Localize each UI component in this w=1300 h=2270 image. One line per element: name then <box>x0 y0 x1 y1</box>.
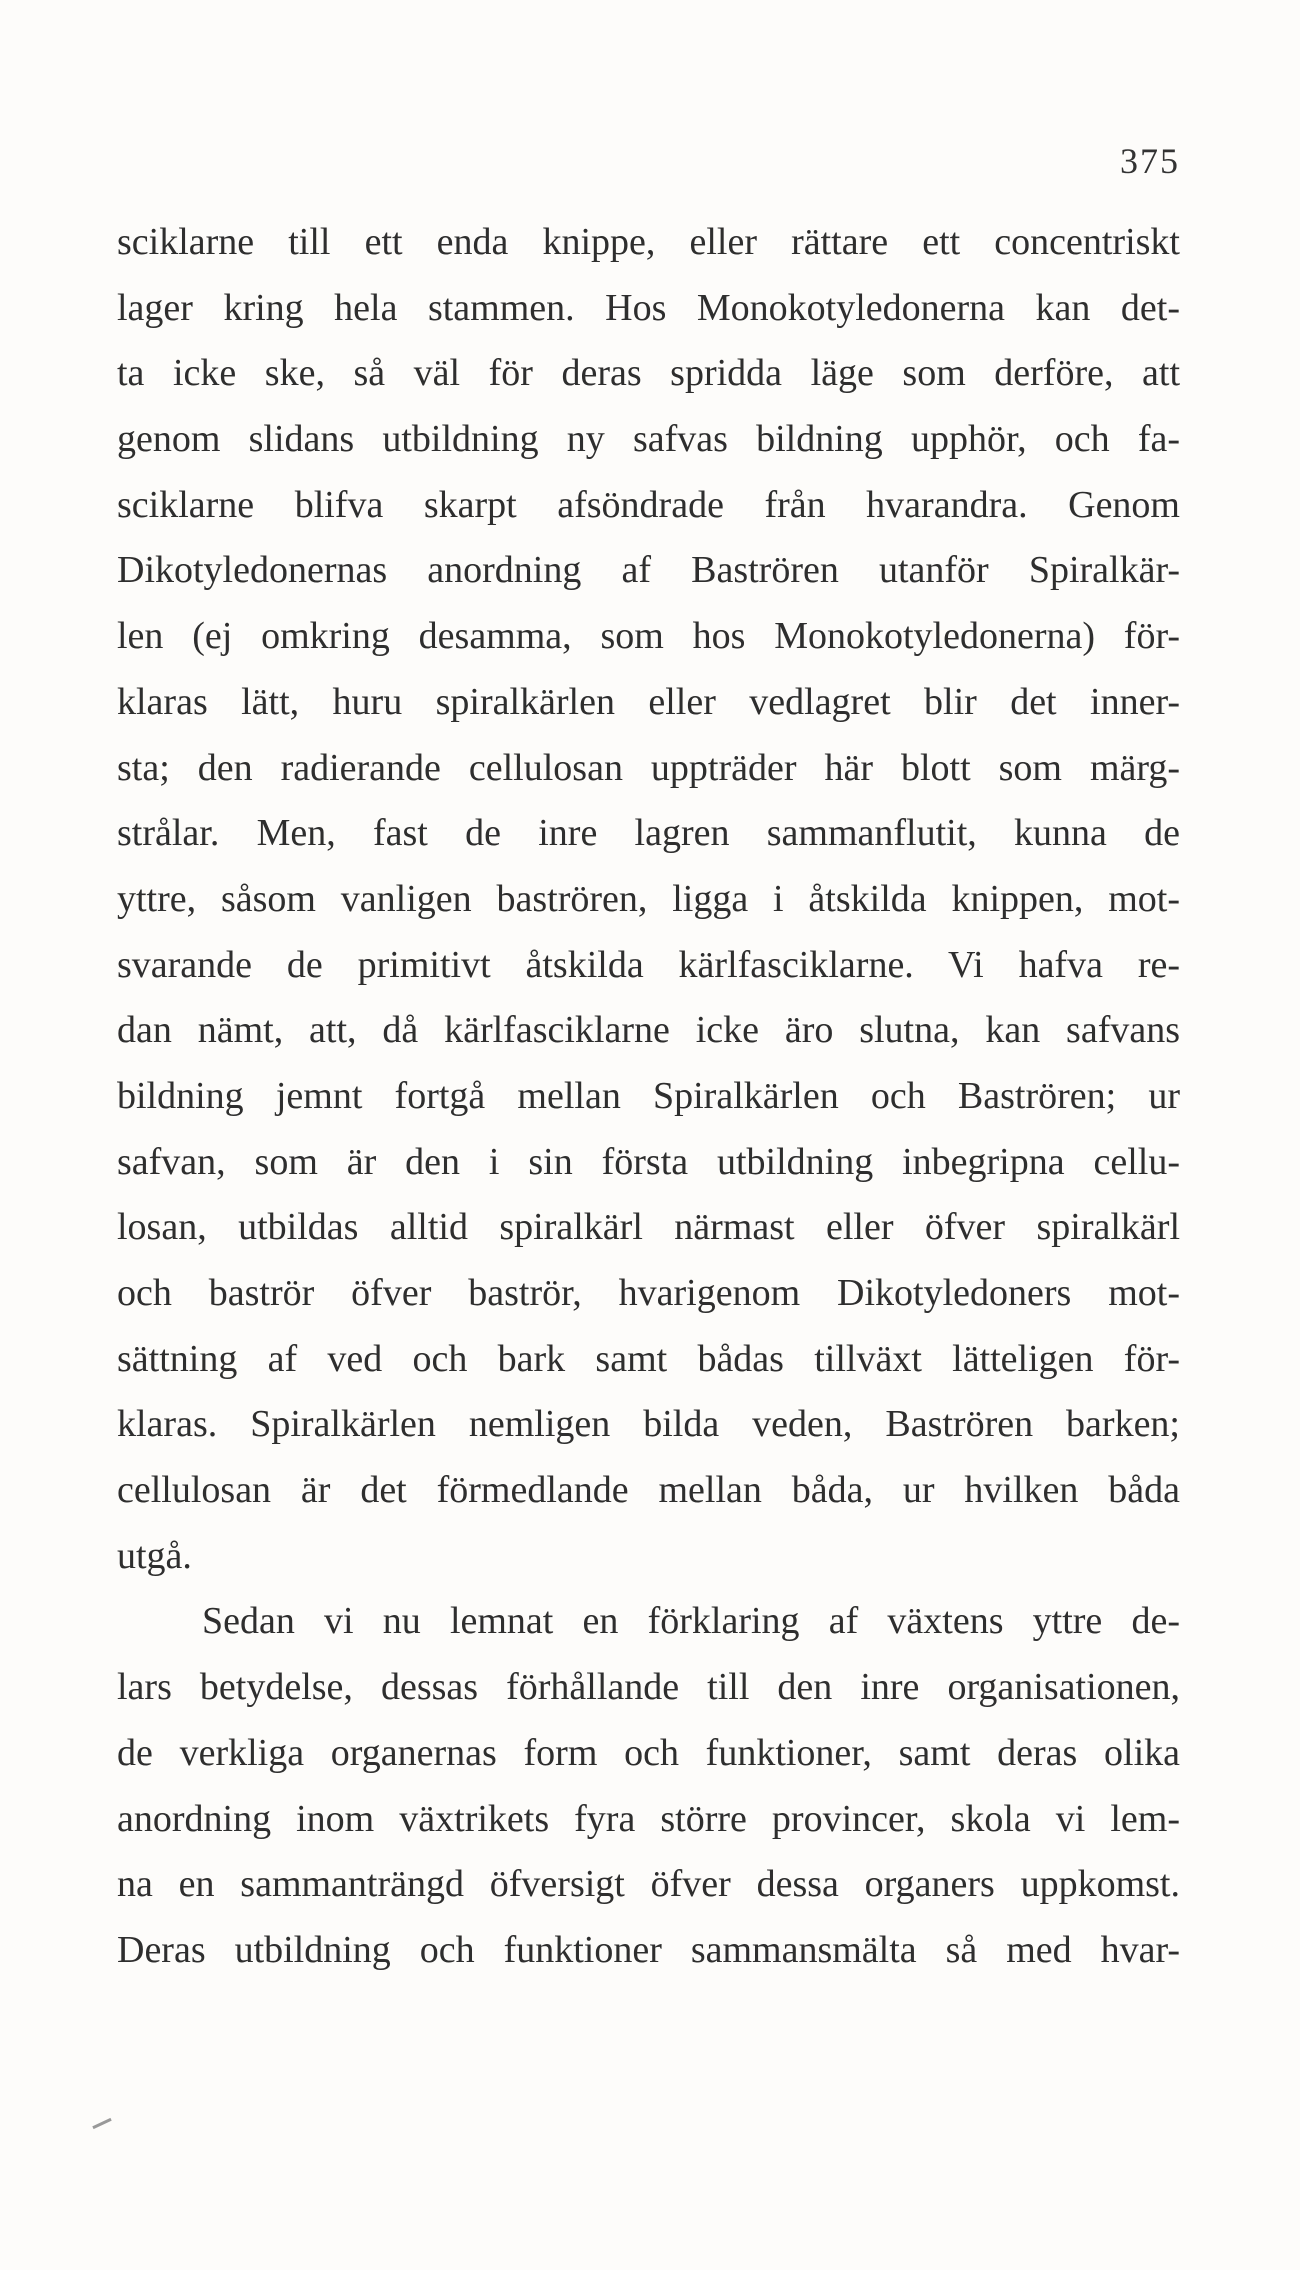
text-line: genom slidans utbildning ny safvas bildning upphör, och fa- <box>117 418 1180 461</box>
text-line: sättning af ved och bark samt bådas tillväxt lätteligen för- <box>117 1337 1180 1380</box>
text-line: bildning jemnt fortgå mellan Spiralkärlen och Baströren; ur <box>117 1074 1180 1117</box>
text-line: Deras utbildning och funktioner sammansmälta så med hvar- <box>117 1928 1180 1971</box>
text-line: cellulosan är det förmedlande mellan båda, ur hvilken båda <box>117 1469 1180 1512</box>
text-line: svarande de primitivt åtskilda kärlfasciklarne. Vi hafva re- <box>117 943 1180 986</box>
text-line: klaras. Spiralkärlen nemligen bilda veden, Baströren barken; <box>117 1403 1180 1446</box>
text-line: sciklarne till ett enda knippe, eller rättare ett concentriskt <box>117 221 1180 263</box>
body-text <box>117 210 1180 1984</box>
text-line: Dikotyledonernas anordning af Baströren utanför Spiralkär- <box>117 549 1180 592</box>
ink-speck <box>92 2118 111 2129</box>
text-line: ta icke ske, så väl för deras spridda läge som derföre, att <box>117 352 1180 395</box>
text-line: yttre, såsom vanligen baströren, ligga i åtskilda knippen, mot- <box>117 877 1180 920</box>
text-line: dan nämt, att, då kärlfasciklarne icke äro slutna, kan safvans <box>117 1009 1180 1052</box>
text-line: strålar. Men, fast de inre lagren sammanflutit, kunna de <box>117 812 1180 855</box>
text-line: sciklarne blifva skarpt afsöndrade från hvarandra. Genom <box>117 483 1180 526</box>
text-line: lars betydelse, dessas förhållande till den inre organisationen, <box>117 1666 1180 1709</box>
text-line: och baströr öfver baströr, hvarigenom Dikotyledoners mot- <box>117 1272 1180 1314</box>
text-line: losan, utbildas alltid spiralkärl närmast eller öfver spiralkärl <box>117 1206 1180 1249</box>
text-line: safvan, som är den i sin första utbildning inbegripna cellu- <box>117 1140 1180 1183</box>
text-line: len (ej omkring desamma, som hos Monokotyledonerna) för- <box>117 615 1180 658</box>
text-line: Sedan vi nu lemnat en förklaring af växtens yttre de- <box>202 1600 1180 1643</box>
text-line: de verkliga organernas form och funktioner, samt deras olika <box>117 1731 1180 1774</box>
text-line: anordning inom växtrikets fyra större provincer, skola vi lem- <box>117 1797 1180 1840</box>
text-line: na en sammanträngd öfversigt öfver dessa organers uppkomst. <box>117 1863 1180 1906</box>
text-line: lager kring hela stammen. Hos Monokotyledonerna kan det- <box>117 286 1180 329</box>
text-line: utgå. <box>117 1534 192 1577</box>
text-line: sta; den radierande cellulosan uppträder här blott som märg- <box>117 746 1180 789</box>
text-line: klaras lätt, huru spiralkärlen eller vedlagret blir det inner- <box>117 680 1180 723</box>
page-number: 375 <box>1120 141 1180 181</box>
